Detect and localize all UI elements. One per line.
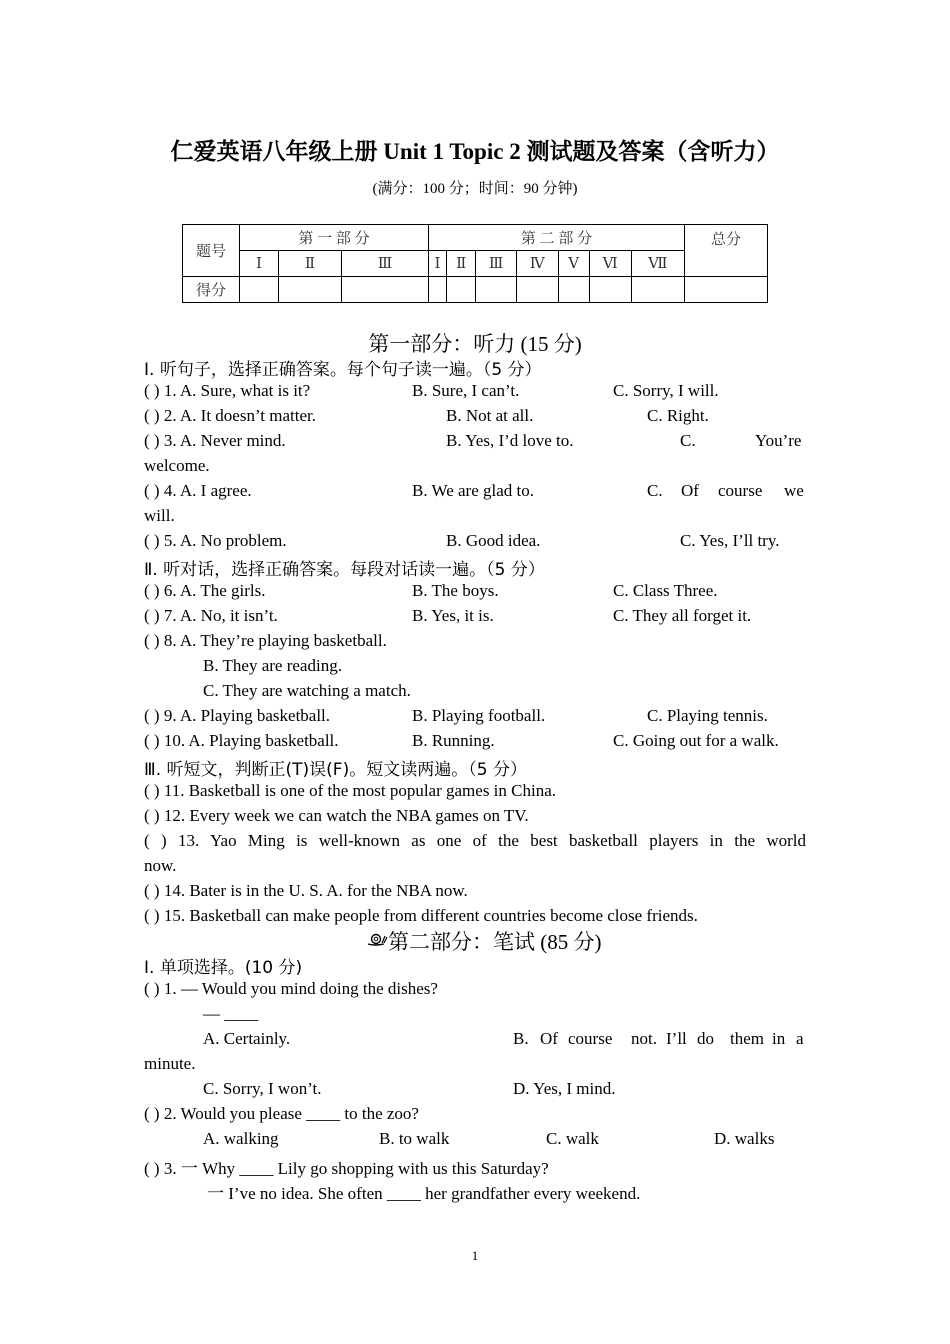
option: C. Sorry, I won’t.: [203, 1079, 322, 1098]
score-col: Ⅲ: [341, 251, 428, 277]
score-table-label-score: 得分: [183, 277, 240, 303]
question-10: ( ) 10. A. Playing basketball.: [144, 731, 339, 750]
option-word: Of: [681, 481, 699, 500]
option: B. Sure, I can’t.: [412, 381, 520, 400]
page-number: 1: [471, 1248, 479, 1263]
option: B. The boys.: [412, 581, 499, 600]
option: B. They are reading.: [203, 656, 342, 675]
question-2: ( ) 2. A. It doesn’t matter.: [144, 406, 317, 425]
score-col: Ⅰ: [428, 251, 446, 277]
option-letter: C.: [647, 481, 663, 500]
option: B. Yes, it is.: [412, 606, 494, 625]
option: A. walking: [203, 1129, 279, 1148]
option-word: a: [796, 1029, 804, 1048]
question-11: ( ) 11. Basketball is one of the most popular games in China.: [144, 781, 557, 800]
part1-section1-heading: Ⅰ. 听句子，选择正确答案。每个句子读一遍。（5 分）: [144, 360, 542, 380]
question-13-cont: now.: [144, 856, 177, 875]
option: B. Good idea.: [446, 531, 541, 550]
score-cell[interactable]: [240, 277, 279, 303]
score-cell[interactable]: [447, 277, 476, 303]
score-table-total: 总分: [685, 225, 768, 277]
option-word: not.: [631, 1029, 657, 1048]
snail-icon: [366, 930, 388, 953]
score-cell[interactable]: [428, 277, 446, 303]
question-6: ( ) 6. A. The girls.: [144, 581, 266, 600]
option-word: them: [730, 1029, 764, 1048]
page-title: 仁爱英语八年级上册 Unit 1 Topic 2 测试题及答案（含听力）: [170, 139, 780, 164]
question-14: ( ) 14. Bater is in the U. S. A. for the NBA now.: [144, 881, 468, 900]
option: C. They all forget it.: [613, 606, 752, 625]
option: C. They are watching a match.: [203, 681, 411, 700]
score-table: [182, 224, 768, 303]
question-12: ( ) 12. Every week we can watch the NBA games on TV.: [144, 806, 529, 825]
score-cell[interactable]: [685, 277, 768, 303]
question-1: ( ) 1. A. Sure, what is it?: [144, 381, 311, 400]
option: C. Going out for a walk.: [613, 731, 779, 750]
question-8: ( ) 8. A. They’re playing basketball.: [144, 631, 387, 650]
answer-blank: — ____: [203, 1004, 259, 1023]
score-col: Ⅳ: [516, 251, 558, 277]
option-word: we: [784, 481, 804, 500]
mc-question-2: ( ) 2. Would you please ____ to the zoo?: [144, 1104, 419, 1123]
mc-question-3-reply: 一 I’ve no idea. She often ____ her grandfather every weekend.: [207, 1184, 641, 1203]
part1-section3-heading: Ⅲ. 听短文，判断正(T)误(F)。短文读两遍。（5 分）: [144, 760, 527, 780]
option-word: course: [718, 481, 763, 500]
option-text-cont: will.: [144, 506, 175, 525]
question-4: ( ) 4. A. I agree.: [144, 481, 252, 500]
score-col: Ⅲ: [476, 251, 516, 277]
option: C. walk: [546, 1129, 599, 1148]
score-table-part1: 第 一 部 分: [240, 225, 429, 251]
score-cell[interactable]: [278, 277, 341, 303]
option: B. Running.: [412, 731, 495, 750]
option-word: in: [772, 1029, 786, 1048]
option: B. Yes, I’d love to.: [446, 431, 574, 450]
option: B. Playing football.: [412, 706, 546, 725]
score-table-part2: 第 二 部 分: [428, 225, 684, 251]
option: C. Right.: [647, 406, 709, 425]
page-subtitle: (满分：100 分；时间：90 分钟): [372, 181, 578, 197]
score-cell[interactable]: [341, 277, 428, 303]
option: D. Yes, I mind.: [513, 1079, 616, 1098]
option-word: Of: [540, 1029, 558, 1048]
score-col: Ⅶ: [631, 251, 684, 277]
score-col: Ⅴ: [558, 251, 589, 277]
part1-section2-heading: Ⅱ. 听对话，选择正确答案。每段对话读一遍。（5 分）: [144, 560, 545, 580]
score-col: Ⅵ: [589, 251, 631, 277]
option: D. walks: [714, 1129, 775, 1148]
question-3: ( ) 3. A. Never mind.: [144, 431, 286, 450]
part2-section1-heading: Ⅰ. 单项选择。(10 分): [144, 958, 303, 978]
mc-question-3: ( ) 3. 一 Why ____ Lily go shopping with us this Saturday?: [144, 1159, 549, 1178]
score-cell[interactable]: [516, 277, 558, 303]
question-7: ( ) 7. A. No, it isn’t.: [144, 606, 278, 625]
score-col: Ⅰ: [240, 251, 279, 277]
option-word: do: [697, 1029, 714, 1048]
option-word: I’ll: [666, 1029, 687, 1048]
option: C. Yes, I’ll try.: [680, 531, 780, 550]
option-text-cont: welcome.: [144, 456, 210, 475]
score-col: Ⅱ: [447, 251, 476, 277]
option: C. Class Three.: [613, 581, 718, 600]
score-col: Ⅱ: [278, 251, 341, 277]
question-13: ( ) 13. Yao Ming is well-known as one of the best basketball players in the world: [144, 831, 806, 850]
score-cell[interactable]: [476, 277, 516, 303]
mc-question-1: ( ) 1. — Would you mind doing the dishes?: [144, 979, 438, 998]
question-5: ( ) 5. A. No problem.: [144, 531, 287, 550]
option-word: B.: [513, 1029, 529, 1048]
option-text-cont: minute.: [144, 1054, 196, 1073]
option: B. to walk: [379, 1129, 450, 1148]
question-15: ( ) 15. Basketball can make people from different countries become close friends.: [144, 906, 698, 925]
option: C. Sorry, I will.: [613, 381, 719, 400]
option: B. We are glad to.: [412, 481, 535, 500]
score-table-label-head: 题号: [183, 225, 240, 277]
score-cell[interactable]: [631, 277, 684, 303]
part2-heading: 第二部分：笔试 (85 分): [388, 930, 602, 954]
option-word: course: [568, 1029, 613, 1048]
option: B. Not at all.: [446, 406, 534, 425]
question-9: ( ) 9. A. Playing basketball.: [144, 706, 331, 725]
score-cell[interactable]: [589, 277, 631, 303]
option-letter: C.: [680, 431, 696, 450]
part1-heading: 第一部分：听力 (15 分): [368, 332, 582, 356]
option: C. Playing tennis.: [647, 706, 768, 725]
option: A. Certainly.: [203, 1029, 291, 1048]
option-text: You’re: [755, 431, 802, 450]
score-cell[interactable]: [558, 277, 589, 303]
